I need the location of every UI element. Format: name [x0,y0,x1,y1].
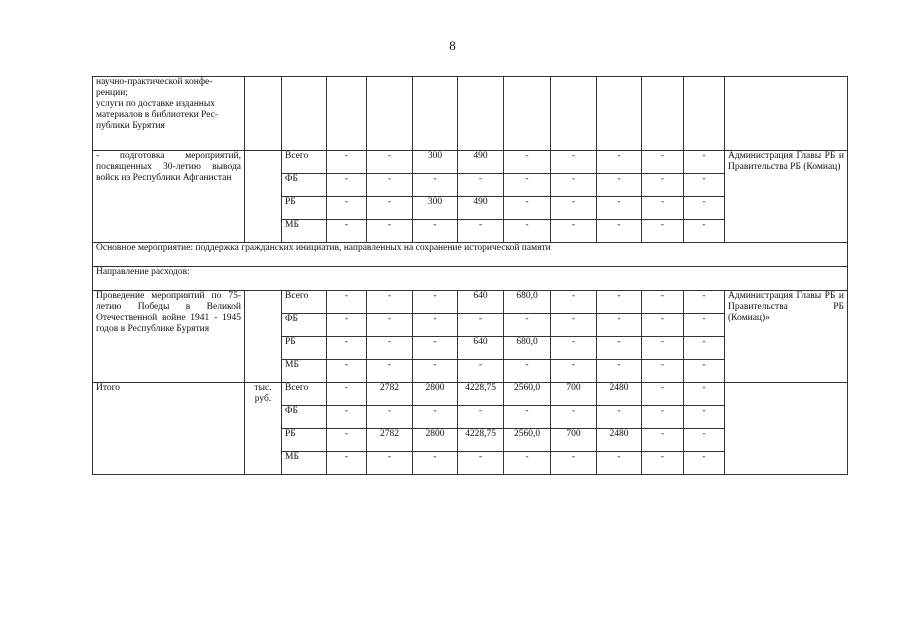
description-line: услуги по доставке изданных [96,99,216,109]
value-cell: 680,0 [504,291,551,314]
description-line: материалов в библиотеки Рес- [96,110,219,120]
value-cell: 490 [458,197,504,220]
value-cell: - [642,174,684,197]
value-cell: - [413,337,458,360]
empty-cell [684,77,725,151]
value-cell: - [458,406,504,429]
value-cell: - [684,314,725,337]
value-cell: - [413,314,458,337]
funding-source: МБ [282,220,327,243]
value-cell: - [504,151,551,174]
value-cell: 700 [551,429,597,452]
value-cell: - [413,174,458,197]
value-cell: - [642,383,684,406]
value-cell: - [551,151,597,174]
value-cell: - [327,429,367,452]
funding-source: Всего [282,383,327,406]
value-cell: 300 [413,197,458,220]
table-row [93,77,848,151]
value-cell: - [551,314,597,337]
empty-cell [282,77,327,151]
value-cell: - [642,151,684,174]
funding-source: ФБ [282,406,327,429]
value-cell: - [551,337,597,360]
value-cell: - [367,360,413,383]
description-line: ренции; [96,88,128,98]
table-row [93,291,848,314]
value-cell: - [642,314,684,337]
value-cell: - [504,197,551,220]
value-cell: - [327,220,367,243]
value-cell: 2480 [597,429,642,452]
value-cell: - [367,220,413,243]
value-cell: - [327,151,367,174]
value-cell: - [684,151,725,174]
funding-source: МБ [282,360,327,383]
empty-cell [504,77,551,151]
page-number: 8 [449,38,456,53]
value-cell: 2480 [597,383,642,406]
value-cell: - [367,151,413,174]
value-cell: - [367,406,413,429]
value-cell: - [367,314,413,337]
value-cell: - [597,197,642,220]
value-cell: - [504,314,551,337]
total-label: Итого [93,383,245,475]
value-cell: 640 [458,337,504,360]
value-cell: - [642,337,684,360]
value-cell: 680,0 [504,337,551,360]
value-cell: 2560,0 [504,383,551,406]
value-cell: - [642,291,684,314]
main-activity-heading: Основное мероприятие: поддержка гражданских инициатив, направленных на сохранение исторической памяти [93,243,848,267]
empty-cell [367,77,413,151]
funding-source: Всего [282,291,327,314]
value-cell: - [413,360,458,383]
value-cell: - [327,174,367,197]
description-line: научно-практической конфе- [96,77,213,87]
value-cell: - [684,337,725,360]
executor-cell: Администрация Главы РБ и Правительства РБ (Комиац) [725,151,848,243]
value-cell: - [684,291,725,314]
value-cell: - [327,314,367,337]
value-cell: 4228,75 [458,383,504,406]
value-cell: - [642,452,684,475]
value-cell: - [327,360,367,383]
value-cell: - [458,314,504,337]
funding-source: РБ [282,429,327,452]
value-cell: 4228,75 [458,429,504,452]
value-cell: - [413,406,458,429]
value-cell: - [458,452,504,475]
value-cell: - [642,406,684,429]
value-cell: - [413,452,458,475]
value-cell: - [327,197,367,220]
funding-source: ФБ [282,174,327,197]
table-row [93,383,848,406]
budget-table [92,76,848,475]
value-cell: 2782 [367,383,413,406]
value-cell: 490 [458,151,504,174]
funding-source: МБ [282,452,327,475]
value-cell: - [684,174,725,197]
value-cell: - [367,197,413,220]
executor-cell [725,383,848,475]
value-cell: - [684,197,725,220]
value-cell: 2800 [413,429,458,452]
value-cell: - [551,197,597,220]
value-cell: - [551,291,597,314]
empty-cell [327,77,367,151]
value-cell: - [684,383,725,406]
value-cell: - [684,429,725,452]
expense-direction-heading: Направление расходов: [93,267,848,291]
unit-cell [245,291,282,383]
value-cell: - [458,174,504,197]
table-row [93,267,848,291]
event-description: - подготовка мероприятий, посвященных 30-летию вывода войск из Республики Афганистан [93,151,245,243]
value-cell: - [597,337,642,360]
value-cell: - [458,360,504,383]
value-cell: 640 [458,291,504,314]
event-description: Проведение мероприятий по 75-летию Победы в Великой Отечественной войне 1941 - 1945 годов в Республике Бурятия [93,291,245,383]
value-cell: - [597,220,642,243]
value-cell: - [684,360,725,383]
value-cell: 2560,0 [504,429,551,452]
value-cell: - [327,337,367,360]
value-cell: - [597,151,642,174]
value-cell: 2800 [413,383,458,406]
value-cell: - [551,406,597,429]
value-cell: - [551,452,597,475]
value-cell: - [597,174,642,197]
funding-source: Всего [282,151,327,174]
value-cell: - [642,197,684,220]
value-cell: - [367,174,413,197]
value-cell: - [504,452,551,475]
value-cell: - [597,452,642,475]
executor-cell: Администрация Главы РБ и Правительства РБ (Комиац)» [725,291,848,383]
unit-cell: тыс. руб. [245,383,282,475]
value-cell: - [504,220,551,243]
value-cell: - [327,291,367,314]
empty-cell [551,77,597,151]
value-cell: - [684,220,725,243]
value-cell: - [642,429,684,452]
description-line: публики Бурятия [96,121,165,131]
value-cell: - [327,452,367,475]
value-cell: - [551,360,597,383]
value-cell: - [597,314,642,337]
table-row [93,151,848,174]
value-cell: - [597,360,642,383]
value-cell: - [367,337,413,360]
value-cell: - [367,452,413,475]
value-cell: - [413,220,458,243]
value-cell: - [504,174,551,197]
value-cell: - [684,452,725,475]
value-cell: - [551,220,597,243]
value-cell: - [551,174,597,197]
value-cell: - [413,291,458,314]
value-cell: - [597,291,642,314]
funding-source: РБ [282,337,327,360]
empty-cell [642,77,684,151]
value-cell: - [597,406,642,429]
funding-source: РБ [282,197,327,220]
empty-cell [597,77,642,151]
value-cell: - [642,220,684,243]
unit-cell [245,151,282,243]
value-cell: - [367,291,413,314]
value-cell: - [504,360,551,383]
table-row [93,243,848,267]
empty-cell [458,77,504,151]
value-cell: - [327,406,367,429]
empty-cell [245,77,282,151]
value-cell: - [504,406,551,429]
continued-description [93,77,245,151]
value-cell: - [327,383,367,406]
value-cell: 700 [551,383,597,406]
value-cell: 300 [413,151,458,174]
value-cell: 2782 [367,429,413,452]
value-cell: - [458,220,504,243]
funding-source: ФБ [282,314,327,337]
value-cell: - [642,360,684,383]
budget-table-body [93,77,848,475]
empty-cell [413,77,458,151]
value-cell: - [684,406,725,429]
empty-cell [725,77,848,151]
